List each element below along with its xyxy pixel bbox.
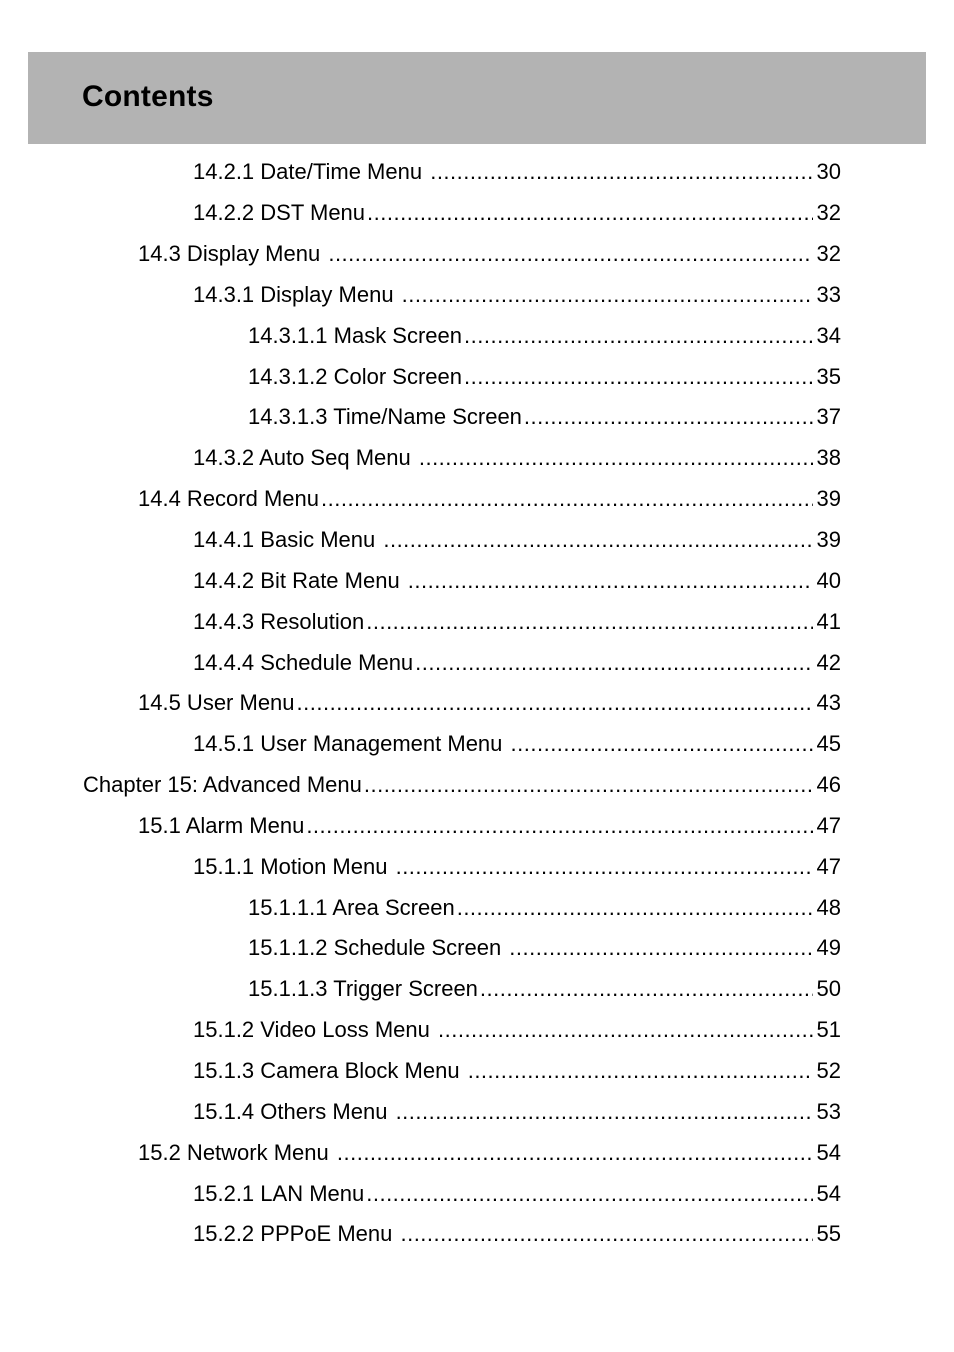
- toc-entry[interactable]: [193, 1091, 841, 1132]
- toc-entry-page-number: 53: [816, 1098, 841, 1124]
- toc-entry[interactable]: [193, 724, 841, 765]
- toc-dot-leader: [509, 935, 812, 961]
- toc-entry[interactable]: [193, 601, 841, 642]
- toc-entry-title: Chapter 15: Advanced Menu: [83, 772, 362, 798]
- toc-entry[interactable]: [193, 520, 841, 561]
- toc-dot-leader: [415, 650, 812, 676]
- toc-entry-page-number: 39: [816, 527, 841, 553]
- toc-entry-title: 14.2.2 DST Menu: [193, 200, 366, 226]
- toc-entry-title: 14.3.1.3 Time/Name Screen: [248, 404, 522, 430]
- toc-entry[interactable]: [248, 356, 841, 397]
- toc-entry-page-number: 42: [816, 649, 841, 675]
- toc-dot-leader: [297, 690, 813, 716]
- toc-entry-title: 15.2 Network Menu: [138, 1139, 335, 1165]
- toc-entry[interactable]: [193, 438, 841, 479]
- toc-entry-page-number: 55: [816, 1221, 841, 1247]
- toc-dot-leader: [337, 1140, 813, 1166]
- toc-entry-title: 14.3 Display Menu: [138, 241, 327, 267]
- toc-entry-title: 15.1.1 Motion Menu: [193, 853, 394, 879]
- toc-dot-leader: [367, 200, 812, 226]
- toc-entry-page-number: 30: [816, 159, 841, 185]
- toc-entry-page-number: 50: [816, 976, 841, 1002]
- toc-entry-page-number: 48: [816, 894, 841, 920]
- toc-entry[interactable]: [248, 887, 841, 928]
- toc-entry[interactable]: [193, 560, 841, 601]
- toc-entry-title: 14.4.4 Schedule Menu: [193, 649, 414, 675]
- toc-entry-title: 15.1.1.1 Area Screen: [248, 894, 455, 920]
- toc-entry-title: 15.1.4 Others Menu: [193, 1098, 394, 1124]
- toc-entry-page-number: 40: [816, 567, 841, 593]
- toc-entry-page-number: 32: [816, 241, 841, 267]
- toc-entry-page-number: 41: [816, 608, 841, 634]
- toc-entry[interactable]: [83, 765, 841, 806]
- toc-entry-page-number: 49: [816, 935, 841, 961]
- toc-entry-page-number: 47: [816, 853, 841, 879]
- toc-entry[interactable]: [193, 1214, 841, 1255]
- toc-dot-leader: [396, 1099, 813, 1125]
- toc-entry-page-number: 32: [816, 200, 841, 226]
- toc-dot-leader: [306, 813, 812, 839]
- toc-entry-title: 14.4.3 Resolution: [193, 608, 365, 634]
- toc-dot-leader: [408, 568, 813, 594]
- toc-entry-title: 15.1.1.3 Trigger Screen: [248, 976, 478, 1002]
- toc-entry-title: 14.4 Record Menu: [138, 486, 319, 512]
- toc-entry[interactable]: [193, 642, 841, 683]
- toc-entry-title: 15.1.2 Video Loss Menu: [193, 1017, 436, 1043]
- toc-entry-page-number: 51: [816, 1017, 841, 1043]
- toc-entry-title: 14.3.2 Auto Seq Menu: [193, 445, 417, 471]
- toc-entry-page-number: 54: [816, 1139, 841, 1165]
- toc-entry-title: 15.2.1 LAN Menu: [193, 1180, 365, 1206]
- toc-dot-leader: [328, 241, 812, 267]
- toc-entry[interactable]: [193, 193, 841, 234]
- toc-entry-page-number: 47: [816, 812, 841, 838]
- toc-entry-page-number: 52: [816, 1057, 841, 1083]
- toc-entry[interactable]: [138, 683, 841, 724]
- toc-entry-title: 15.1.3 Camera Block Menu: [193, 1057, 466, 1083]
- toc-entry-page-number: 37: [816, 404, 841, 430]
- toc-entry[interactable]: [193, 275, 841, 316]
- toc-entry-page-number: 38: [816, 445, 841, 471]
- toc-entry[interactable]: [248, 969, 841, 1010]
- toc-entry[interactable]: [138, 1132, 841, 1173]
- toc-entry[interactable]: [248, 928, 841, 969]
- toc-entry[interactable]: [193, 846, 841, 887]
- toc-entry-page-number: 43: [816, 690, 841, 716]
- toc-dot-leader: [366, 1181, 812, 1207]
- toc-entry-page-number: 33: [816, 281, 841, 307]
- toc-entry[interactable]: [248, 397, 841, 438]
- toc-dot-leader: [464, 323, 813, 349]
- page-title: Contents: [82, 80, 214, 113]
- toc-entry-page-number: 39: [816, 486, 841, 512]
- toc-dot-leader: [321, 486, 813, 512]
- toc-dot-leader: [457, 895, 813, 921]
- toc-entry-page-number: 35: [816, 363, 841, 389]
- toc-entry-title: 14.3.1 Display Menu: [193, 281, 400, 307]
- toc-entry[interactable]: [248, 315, 841, 356]
- contents-header-band: [28, 52, 926, 144]
- toc-entry-page-number: 46: [816, 772, 841, 798]
- toc-entry-title: 14.3.1.1 Mask Screen: [248, 322, 463, 348]
- toc-entry[interactable]: [138, 234, 841, 275]
- toc-dot-leader: [396, 854, 813, 880]
- toc-dot-leader: [524, 404, 813, 430]
- toc-entry-title: 15.1.1.2 Schedule Screen: [248, 935, 508, 961]
- toc-dot-leader: [383, 527, 812, 553]
- toc-entry-page-number: 45: [816, 731, 841, 757]
- toc-entry[interactable]: [193, 152, 841, 193]
- toc-entry-page-number: 34: [816, 322, 841, 348]
- toc-entry[interactable]: [193, 1010, 841, 1051]
- toc-entry-title: 15.2.2 PPPoE Menu: [193, 1221, 399, 1247]
- table-of-contents: [0, 152, 954, 1255]
- toc-dot-leader: [402, 282, 813, 308]
- toc-entry[interactable]: [138, 806, 841, 847]
- toc-entry-title: 14.3.1.2 Color Screen: [248, 363, 463, 389]
- toc-dot-leader: [468, 1058, 813, 1084]
- toc-entry-title: 14.4.2 Bit Rate Menu: [193, 567, 406, 593]
- toc-dot-leader: [438, 1017, 813, 1043]
- toc-entry-title: 14.2.1 Date/Time Menu: [193, 159, 429, 185]
- toc-entry-page-number: 54: [816, 1180, 841, 1206]
- toc-entry[interactable]: [193, 1051, 841, 1092]
- toc-dot-leader: [511, 731, 813, 757]
- toc-dot-leader: [419, 445, 813, 471]
- toc-entry-title: 14.4.1 Basic Menu: [193, 527, 382, 553]
- toc-entry[interactable]: [193, 1173, 841, 1214]
- toc-entry-title: 14.5.1 User Management Menu: [193, 731, 509, 757]
- toc-dot-leader: [430, 159, 812, 185]
- toc-entry-title: 14.5 User Menu: [138, 690, 295, 716]
- toc-dot-leader: [480, 976, 813, 1002]
- toc-dot-leader: [400, 1221, 812, 1247]
- toc-dot-leader: [464, 364, 812, 390]
- toc-entry[interactable]: [138, 479, 841, 520]
- toc-dot-leader: [364, 772, 813, 798]
- toc-entry-title: 15.1 Alarm Menu: [138, 812, 305, 838]
- toc-dot-leader: [366, 609, 812, 635]
